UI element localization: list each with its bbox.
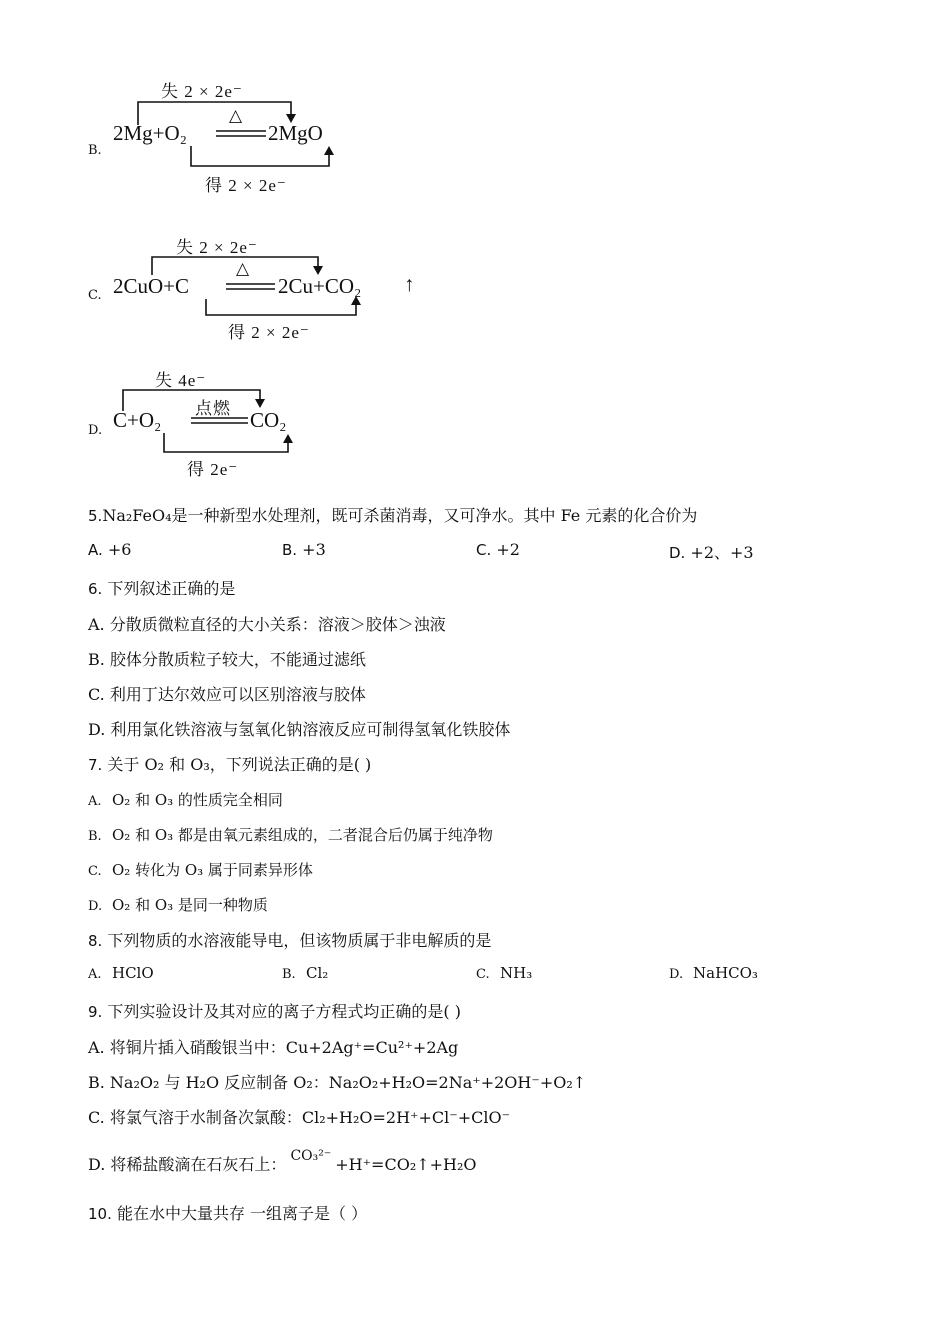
question-5-option-c [476, 540, 520, 559]
option-b-condition: △ [229, 106, 244, 125]
option-text: O₂ 和 O₃ 都是由氧元素组成的，二者混合后仍属于纯净物 [112, 826, 493, 844]
option-text: NaHCO₃ [693, 964, 758, 982]
question-8-option-d [669, 964, 758, 982]
option-b-gain-label: 得 2 × 2e⁻ [205, 176, 287, 195]
option-key: D. [669, 967, 684, 982]
carbonate-ion: CO₃²⁻ [290, 1148, 332, 1164]
question-10 [88, 1201, 367, 1224]
question-5-option-b [282, 540, 326, 559]
option-c-lose-label: 失 2 × 2e⁻ [176, 238, 258, 257]
question-8 [88, 928, 491, 951]
option-text: +2、+3 [690, 543, 754, 562]
option-d-reactants: C+O₂ [113, 408, 162, 432]
option-key: D. [88, 899, 103, 914]
option-d-label: D. [88, 423, 103, 438]
question-6-number: 6. [88, 580, 103, 598]
option-b-lose-label: 失 2 × 2e⁻ [161, 82, 243, 101]
option-text: O₂ 转化为 O₃ 属于同素异形体 [112, 861, 313, 879]
option-text: O₂ 和 O₃ 的性质完全相同 [112, 791, 283, 809]
question-7 [88, 752, 371, 775]
option-key: A. [88, 967, 102, 982]
option-text: NH₃ [500, 964, 533, 982]
question-9-option-d-prefix: D. 将稀盐酸滴在石灰石上： [88, 1155, 287, 1174]
option-text: O₂ 和 O₃ 是同一种物质 [112, 896, 268, 914]
question-7-option-c [88, 859, 313, 880]
question-6 [88, 576, 235, 599]
option-key: C. [476, 967, 490, 982]
option-c-condition: △ [236, 259, 251, 278]
question-7-option-d [88, 894, 268, 915]
option-key: A. [88, 794, 102, 809]
option-key: C. [476, 541, 492, 559]
option-d-condition: 点燃 [195, 399, 231, 418]
option-b-reactants: 2Mg+O₂ [113, 121, 188, 145]
question-6-option-c: C. 利用丁达尔效应可以区别溶液与胶体 [88, 685, 366, 704]
option-c-gas-arrow: ↑ [404, 272, 415, 296]
question-10-stem: 能在水中大量共存 一组离子是（ ） [116, 1204, 368, 1223]
option-key: B. [88, 829, 102, 844]
question-9-option-b: B. Na₂O₂ 与 H₂O 反应制备 O₂：Na₂O₂+H₂O=2Na⁺+2OH⁻+O₂↑ [88, 1073, 587, 1092]
question-6-stem: 下列叙述正确的是 [107, 579, 236, 598]
option-key: A. [88, 541, 103, 559]
option-text: +6 [107, 540, 132, 559]
question-8-option-a [88, 964, 154, 982]
question-8-option-c [476, 964, 532, 982]
question-5-option-d [669, 540, 754, 563]
option-b-label: B. [88, 143, 102, 158]
option-d-lose-label: 失 4e⁻ [155, 371, 207, 390]
question-8-stem: 下列物质的水溶液能导电，但该物质属于非电解质的是 [107, 931, 492, 950]
question-6-option-b: B. 胶体分散质粒子较大，不能通过滤纸 [88, 650, 366, 669]
question-5-stem: Na₂FeO₄是一种新型水处理剂，既可杀菌消毒，又可净水。其中 Fe 元素的化合价为 [102, 506, 698, 525]
question-8-option-b [282, 964, 328, 982]
option-key: B. [282, 967, 296, 982]
option-c-gain-label: 得 2 × 2e⁻ [228, 323, 310, 342]
option-text: +2 [496, 540, 520, 559]
option-key: B. [282, 541, 298, 559]
option-c-reactants: 2CuO+C [113, 274, 190, 298]
question-6-option-a: A. 分散质微粒直径的大小关系：溶液＞胶体＞浊液 [88, 615, 446, 634]
question-9 [88, 999, 461, 1022]
question-7-stem: 关于 O₂ 和 O₃，下列说法正确的是( ) [107, 755, 372, 774]
question-9-option-c: C. 将氯气溶于水制备次氯酸：Cl₂+H₂O=2H⁺+Cl⁻+ClO⁻ [88, 1108, 511, 1127]
question-7-number: 7. [88, 756, 103, 774]
question-5-number: 5. [88, 507, 103, 525]
option-c-label: C. [88, 288, 102, 303]
option-key: C. [88, 864, 102, 879]
option-b-products: 2MgO [268, 121, 323, 145]
question-10-number: 10. [88, 1205, 112, 1223]
question-5 [88, 503, 697, 526]
question-5-option-a [88, 540, 131, 559]
question-9-number: 9. [88, 1003, 103, 1021]
question-9-option-d [88, 1148, 477, 1175]
option-d-products: CO₂ [250, 408, 287, 432]
option-text: +3 [302, 540, 326, 559]
option-d-gain-label: 得 2e⁻ [187, 460, 239, 479]
option-key: D. [669, 544, 686, 562]
question-9-stem: 下列实验设计及其对应的离子方程式均正确的是( ) [107, 1002, 461, 1021]
option-c-products: 2Cu+CO₂ [278, 274, 362, 298]
question-9-option-a: A. 将铜片插入硝酸银当中：Cu+2Ag⁺=Cu²⁺+2Ag [88, 1038, 459, 1057]
question-7-option-b [88, 824, 493, 845]
question-7-option-a [88, 789, 283, 810]
question-6-option-d: D. 利用氯化铁溶液与氢氧化钠溶液反应可制得氢氧化铁胶体 [88, 720, 511, 739]
option-text: Cl₂ [306, 964, 329, 982]
question-8-number: 8. [88, 932, 103, 950]
question-9-option-d-suffix: +H⁺=CO₂↑+H₂O [335, 1155, 477, 1174]
option-text: HClO [112, 964, 154, 982]
